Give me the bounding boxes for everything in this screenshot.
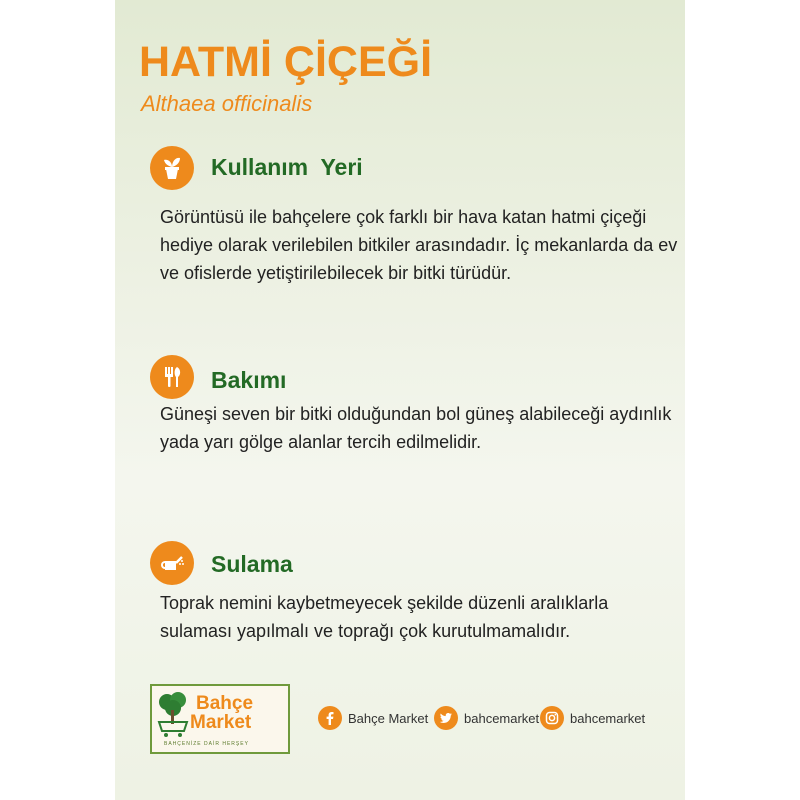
section-text-care: Güneşi seven bir bitki olduğundan bol güneş alabileceği aydınlık yada yarı gölge alanlar tercih edilmelidir. [160, 404, 672, 452]
twitter-label: bahcemarket [464, 710, 540, 726]
garden-tools-icon [150, 355, 194, 399]
section-title-care: Bakımı [211, 367, 287, 393]
facebook-label: Bahçe Market [348, 710, 429, 726]
facebook-icon [318, 706, 342, 730]
instagram-label: bahcemarket [570, 710, 646, 726]
page-title: HATMİ ÇİÇEĞİ [139, 38, 433, 86]
section-title-watering: Sulama [211, 551, 293, 577]
potted-plant-icon [150, 146, 194, 190]
bahce-market-logo [150, 684, 290, 754]
section-text-watering: Toprak nemini kaybetmeyecek şekilde düzenli aralıklarla sulaması yapılmalı ve toprağı çok kurutulmamalıdır. [160, 593, 609, 641]
logo-text-line2: Market [190, 712, 252, 733]
section-text-usage: Görüntüsü ile bahçelere çok farklı bir hava katan hatmi çiçeği hediye olarak verilebilen bitkiler arasındadır. İç mekanlarda da ev ve ofislerde yetiştirilebilecek bir bitki türüdür. [160, 207, 678, 283]
logo-text-line1: Bahçe [196, 693, 254, 714]
logo-tagline: BAHÇENİZE DAİR HERŞEY [164, 741, 249, 747]
twitter-icon [434, 706, 458, 730]
twitter-link[interactable] [434, 706, 539, 730]
facebook-link[interactable] [318, 706, 428, 730]
section-title-usage: Kullanım Yeri [211, 154, 363, 180]
watering-can-icon [150, 541, 194, 585]
instagram-link[interactable] [540, 706, 645, 730]
latin-name: Althaea officinalis [141, 91, 313, 116]
tree-cart-icon [156, 690, 190, 738]
instagram-icon [540, 706, 564, 730]
